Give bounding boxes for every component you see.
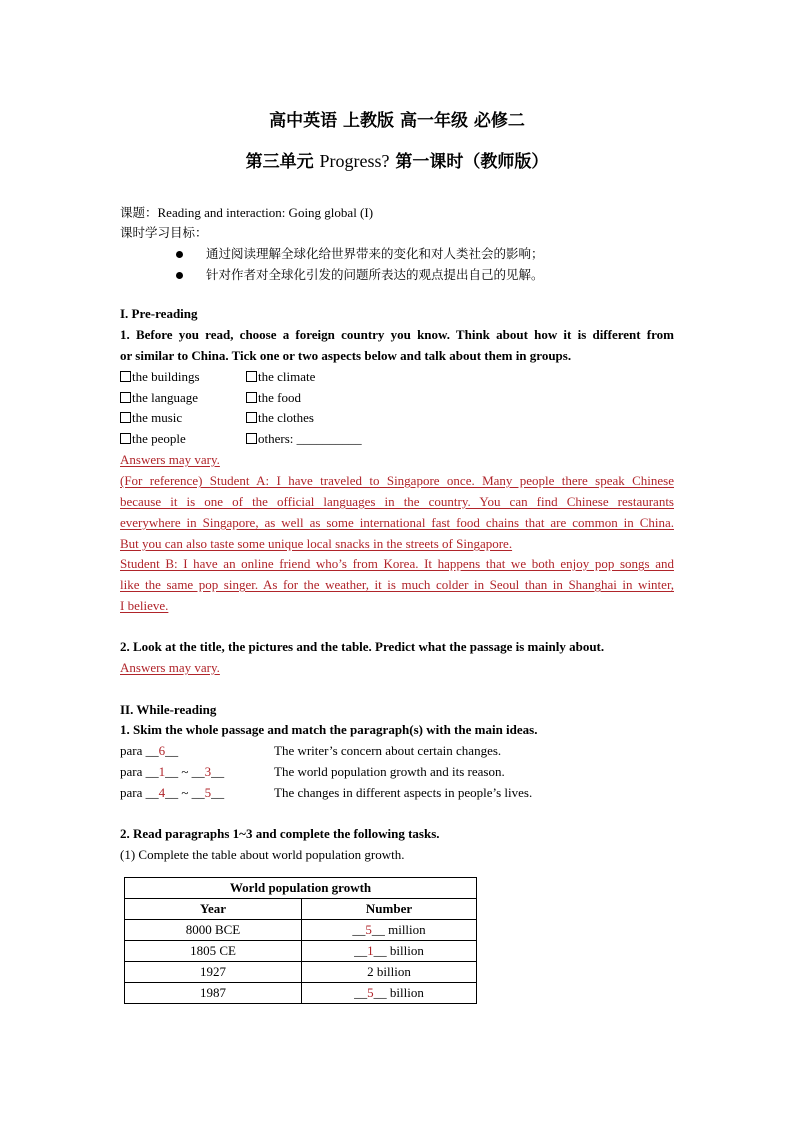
table-row	[125, 983, 477, 1004]
checkbox-icon[interactable]	[120, 433, 131, 444]
cell-unit: billion	[389, 985, 424, 1000]
option-label: the climate	[258, 369, 316, 384]
checkbox-icon[interactable]	[246, 371, 257, 382]
match-answer: 1	[158, 764, 166, 779]
match-prefix: para __	[120, 785, 159, 800]
cell-number: __1__ billion	[302, 941, 477, 962]
column-header-number: Number	[302, 899, 477, 920]
subtitle-prefix: 第三单元	[245, 152, 314, 172]
subtitle-en: Progress?	[319, 151, 390, 171]
option-people[interactable]	[120, 431, 186, 447]
while-question-2-sub: (1) Complete the table about world population growth.	[120, 847, 405, 862]
option-label: the people	[132, 431, 186, 446]
page-subtitle	[0, 147, 794, 172]
section-heading-pre-reading: I. Pre-reading	[120, 306, 198, 321]
population-table	[124, 877, 477, 1004]
option-label: the music	[132, 410, 183, 425]
topic-text: Reading and interaction: Going global (I)	[157, 205, 374, 220]
while-question-2: 2. Read paragraphs 1~3 and complete the following tasks.	[120, 826, 440, 841]
cell-year: 1927	[125, 962, 302, 983]
question-1-line-2: or similar to China. Tick one or two aspects below and talk about them in groups.	[120, 348, 572, 363]
checkbox-icon[interactable]	[120, 392, 131, 403]
section-heading-while-reading: II. While-reading	[120, 702, 217, 717]
table-caption-row	[125, 878, 477, 899]
cell-year: 8000 BCE	[125, 920, 302, 941]
match-row	[120, 764, 224, 780]
option-label: the buildings	[132, 369, 200, 384]
bullet-icon	[176, 251, 183, 258]
cell-year: 1805 CE	[125, 941, 302, 962]
topic-label: 课题：	[120, 205, 158, 220]
match-prefix: para __	[120, 743, 159, 758]
cell-unit: 2 billion	[367, 964, 411, 979]
page-title: 高中英语 上教版 高一年级 必修二	[269, 111, 525, 131]
table-caption: World population growth	[125, 878, 477, 899]
table-row	[125, 941, 477, 962]
while-question-1: 1. Skim the whole passage and match the paragraph(s) with the main ideas.	[120, 722, 538, 737]
answer-b-line: I believe.	[120, 598, 169, 613]
answer-b-line: like the same pop singer. As for the weather, it is much colder in Seoul than in Shanghai in winter,	[120, 577, 674, 592]
cell-number	[302, 962, 477, 983]
answer-a-line: because it is one of the official languages in the country. You can find Chinese restaurants	[120, 494, 674, 509]
match-suffix: __	[211, 764, 225, 779]
answer-note: Answers may vary.	[120, 452, 220, 467]
goal-item	[176, 265, 544, 283]
cell-number: __5__ billion	[302, 983, 477, 1004]
cell-answer: 1	[367, 943, 374, 958]
option-music[interactable]	[120, 410, 182, 426]
match-row	[120, 743, 178, 759]
match-answer: 6	[158, 743, 166, 758]
match-answer: 5	[204, 785, 212, 800]
cell-year: 1987	[125, 983, 302, 1004]
match-idea: The writer’s concern about certain changes.	[274, 743, 502, 758]
cell-answer: 5	[367, 985, 374, 1000]
checkbox-icon[interactable]	[246, 412, 257, 423]
table-row	[125, 962, 477, 983]
question-2-answer: Answers may vary.	[120, 660, 220, 675]
match-answer: 3	[204, 764, 212, 779]
option-food[interactable]	[246, 390, 301, 406]
subtitle-suffix: 第一课时（教师版）	[395, 152, 549, 172]
option-buildings[interactable]	[120, 369, 200, 385]
option-others[interactable]	[246, 431, 362, 447]
checkbox-icon[interactable]	[120, 371, 131, 382]
option-climate[interactable]	[246, 369, 315, 385]
goal-text: 通过阅读理解全球化给世界带来的变化和对人类社会的影响；	[205, 246, 544, 261]
match-prefix: para __	[120, 764, 159, 779]
answer-a-line: But you can also taste some unique local snacks in the streets of Singapore.	[120, 536, 513, 551]
table-row	[125, 920, 477, 941]
match-suffix: __	[165, 743, 179, 758]
answer-b-line: Student B: I have an online friend who’s from Korea. It happens that we both enjoy pop songs and	[120, 556, 674, 571]
match-mid: __ ~ __	[165, 785, 205, 800]
match-answer: 4	[158, 785, 166, 800]
match-idea: The changes in different aspects in people’s lives.	[274, 785, 533, 800]
match-row	[120, 785, 224, 801]
match-mid: __ ~ __	[165, 764, 205, 779]
option-label: others: __________	[258, 431, 362, 446]
match-idea: The world population growth and its reason.	[274, 764, 505, 779]
cell-unit: billion	[389, 943, 424, 958]
option-clothes[interactable]	[246, 410, 314, 426]
table-header-row	[125, 899, 477, 920]
checkbox-icon[interactable]	[120, 412, 131, 423]
goal-text: 针对作者对全球化引发的问题所表达的观点提出自己的见解。	[205, 267, 544, 282]
checkbox-icon[interactable]	[246, 392, 257, 403]
checkbox-icon[interactable]	[246, 433, 257, 444]
goals-label: 课时学习目标：	[120, 225, 208, 240]
bullet-icon	[176, 272, 183, 279]
goal-item	[176, 244, 544, 262]
answer-a-line: (For reference) Student A: I have traveled to Singapore once. Many people there speak Chinese	[120, 473, 674, 488]
option-label: the clothes	[258, 410, 314, 425]
question-2: 2. Look at the title, the pictures and the table. Predict what the passage is mainly about.	[120, 639, 605, 654]
match-suffix: __	[211, 785, 225, 800]
cell-unit: million	[388, 922, 426, 937]
question-1-line-1: 1. Before you read, choose a foreign country you know. Think about how it is different from	[120, 327, 674, 342]
answer-a-line: everywhere in Singapore, as well as some international fast food chains that are common in China.	[120, 515, 674, 530]
lesson-topic	[120, 203, 373, 221]
cell-number: __5__ million	[302, 920, 477, 941]
option-language[interactable]	[120, 390, 198, 406]
option-label: the food	[258, 390, 301, 405]
column-header-year: Year	[125, 899, 302, 920]
cell-answer: 5	[365, 922, 372, 937]
option-label: the language	[132, 390, 199, 405]
